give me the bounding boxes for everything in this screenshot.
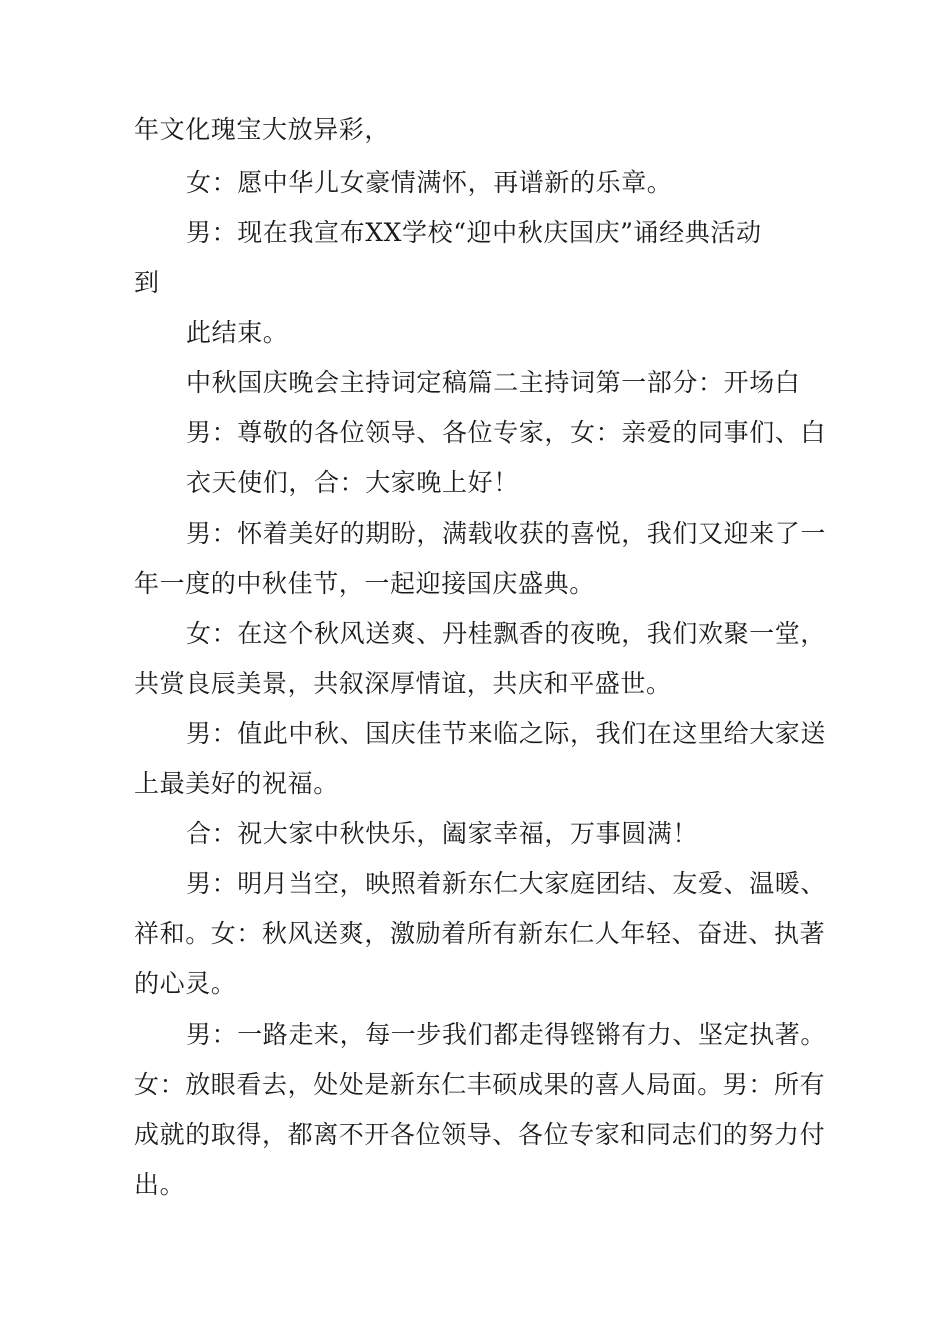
text-line: 上最美好的祝福。 (134, 769, 339, 798)
text-line: 合：祝大家中秋快乐，阖家幸福，万事圆满！ (186, 819, 699, 848)
text-line: 男：怀着美好的期盼，满载收获的喜悦，我们又迎来了一 (186, 519, 827, 548)
text-line: 年一度的中秋佳节，一起迎接国庆盛典。 (134, 569, 595, 598)
text-line: 男：一路走来，每一步我们都走得铿锵有力、坚定执著。 (186, 1020, 827, 1049)
text-line: 年文化瑰宝大放异彩， (134, 115, 391, 144)
text-line: 祥和。女：秋风送爽，激励着所有新东仁人年轻、奋进、执著 (134, 919, 826, 948)
text-line: 女：愿中华儿女豪情满怀，再谱新的乐章。 (186, 168, 673, 197)
text-line: 女：在这个秋风送爽、丹桂飘香的夜晚，我们欢聚一堂， (186, 619, 827, 648)
text-line: 男：明月当空，映照着新东仁大家庭团结、友爱、温暖、 (186, 869, 827, 898)
section-heading: 中秋国庆晚会主持词定稿篇二主持词第一部分：开场白 (186, 368, 801, 397)
text-line: 衣天使们，合：大家晚上好！ (186, 468, 519, 497)
text-line: 女：放眼看去，处处是新东仁丰硕成果的喜人局面。男：所有 (134, 1070, 826, 1099)
text-line: 男：尊敬的各位领导、各位专家，女：亲爱的同事们、白 (186, 418, 827, 447)
text-line: 的心灵。 (134, 969, 237, 998)
text-line: 到 (134, 268, 160, 297)
text-line: 成就的取得，都离不开各位领导、各位专家和同志们的努力付 (134, 1120, 826, 1149)
text-line: 男：现在我宣布XX学校“迎中秋庆国庆”诵经典活动 (186, 218, 762, 247)
text-line: 出。 (134, 1170, 186, 1199)
text-line: 男：值此中秋、国庆佳节来临之际，我们在这里给大家送 (186, 719, 827, 748)
text-line: 共赏良辰美景，共叙深厚情谊，共庆和平盛世。 (134, 669, 672, 698)
text-line: 此结束。 (186, 318, 289, 347)
